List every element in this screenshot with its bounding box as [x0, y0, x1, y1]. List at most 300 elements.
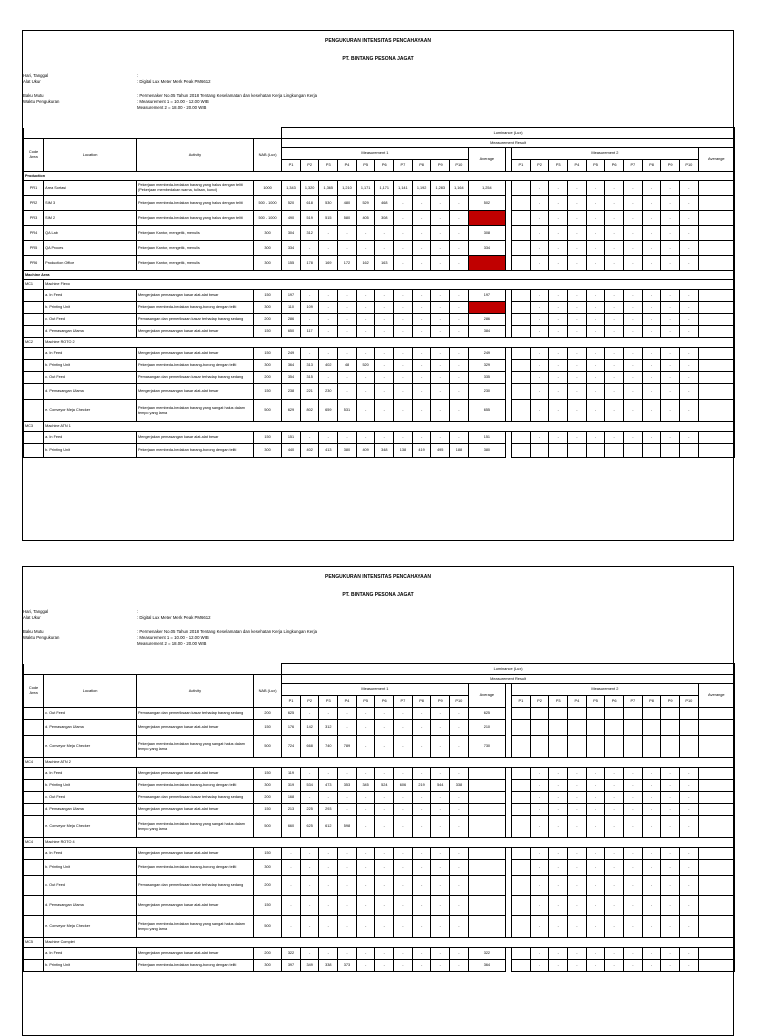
nab-header: NAB (Lux) [253, 139, 281, 172]
location-cell: Production Office [44, 256, 137, 271]
m1-value-cell: - [431, 948, 450, 960]
machine-name: Machine Complet [44, 938, 735, 948]
m1-value-cell: - [431, 804, 450, 816]
section-row [24, 271, 735, 280]
m1-value-cell: - [282, 876, 301, 896]
m1-value-cell: - [338, 896, 357, 916]
m1-value-cell: - [356, 960, 375, 972]
m2-value-cell: - [568, 916, 587, 938]
nab-cell: 150 [253, 384, 281, 400]
location-cell: a. In Feed [44, 432, 137, 444]
table-row [24, 768, 735, 780]
measurement-result-header: Measurement Result [282, 675, 735, 684]
m1-value-cell: - [412, 916, 431, 938]
m2-value-cell: - [568, 384, 587, 400]
activity-header: Activity [136, 139, 253, 172]
m2-value-cell [512, 432, 531, 444]
m2-value-cell: - [586, 848, 605, 860]
m1-value-cell: - [319, 848, 338, 860]
m2-value-cell: - [530, 290, 549, 302]
nab-cell: 300 [253, 780, 281, 792]
measurement-result-header: Measurement Result [282, 139, 735, 148]
m2-value-cell: - [530, 896, 549, 916]
m1-value-cell: 534 [300, 780, 319, 792]
m1-value-cell: - [431, 400, 450, 422]
company-name: PT. BINTANG PESONA JAGAT [342, 56, 414, 62]
m1-value-cell: - [356, 226, 375, 241]
m1-value-cell: - [319, 708, 338, 720]
m1-value-cell: - [338, 348, 357, 360]
m2-value-cell: - [568, 400, 587, 422]
m2-value-cell [661, 708, 680, 720]
table-row [24, 226, 735, 241]
m1-value-cell: - [431, 916, 450, 938]
m1-value-cell: - [375, 804, 394, 816]
m1-value-cell: - [394, 196, 413, 211]
m2-value-cell: - [568, 780, 587, 792]
lux-table-1 [23, 127, 735, 458]
point-header: P8 [642, 696, 661, 708]
m2-average-cell [698, 384, 734, 400]
machine-group-row [24, 422, 735, 432]
m2-value-cell: - [661, 916, 680, 938]
point-header: P9 [431, 696, 450, 708]
m2-value-cell: - [549, 916, 568, 938]
m1-value-cell: - [394, 348, 413, 360]
m2-value-cell: - [679, 768, 698, 780]
m2-value-cell: - [642, 876, 661, 896]
m1-value-cell: 1,164 [450, 181, 469, 196]
m1-value-cell: - [356, 916, 375, 938]
m1-value-cell: - [356, 290, 375, 302]
activity-cell: Pekerjaan Kantor, mengetik, menulis [136, 241, 253, 256]
m1-value-cell: - [450, 326, 469, 338]
m2-value-cell: - [605, 816, 624, 838]
m1-value-cell: - [412, 290, 431, 302]
m2-value-cell: - [642, 326, 661, 338]
point-header: P4 [568, 160, 587, 172]
m2-value-cell: - [642, 181, 661, 196]
m1-value-cell: - [394, 816, 413, 838]
field-label-tool: Alat Ukur [23, 615, 41, 620]
m1-value-cell: - [394, 211, 413, 226]
field-value-standard: : Permenaker No.05 Tahun 2018 Tentang Keselamatan dan kesehatan Kerja Lingkungan Kerja [137, 93, 317, 98]
nab-cell: 200 [253, 948, 281, 960]
m2-value-cell: - [605, 948, 624, 960]
m1-value-cell: - [356, 348, 375, 360]
m1-value-cell: - [375, 226, 394, 241]
m1-value-cell: - [450, 708, 469, 720]
activity-cell: Mengerjakan pemasangan kasar alat-alat besar [136, 384, 253, 400]
m2-value-cell: - [605, 372, 624, 384]
location-cell: e. Conveyor Meja Checker [44, 816, 137, 838]
code-cell: MC5 [24, 938, 44, 948]
m2-value-cell [512, 384, 531, 400]
header-blank [24, 664, 282, 675]
m2-value-cell: - [679, 400, 698, 422]
m1-value-cell: 168 [282, 792, 301, 804]
m1-value-cell: - [450, 848, 469, 860]
m1-value-cell: - [431, 848, 450, 860]
m2-value-cell: - [530, 226, 549, 241]
point-header: P2 [530, 160, 549, 172]
m2-value-cell: - [549, 302, 568, 314]
m2-value-cell: - [605, 916, 624, 938]
m2-average-cell [698, 708, 734, 720]
m2-value-cell: - [642, 211, 661, 226]
code-cell [24, 432, 44, 444]
average-cell: 625 [468, 708, 505, 720]
m1-value-cell: 334 [282, 241, 301, 256]
m1-value-cell: - [319, 860, 338, 876]
m1-value-cell: - [356, 860, 375, 876]
code-cell: PR4 [24, 226, 44, 241]
location-cell: a. In Feed [44, 768, 137, 780]
m1-value-cell: 529 [356, 196, 375, 211]
average-cell: 384 [468, 326, 505, 338]
m2-value-cell: - [624, 896, 643, 916]
point-header: P7 [394, 160, 413, 172]
activity-cell: Mengerjakan pemasangan kasar alat-alat besar [136, 432, 253, 444]
point-header: P6 [375, 160, 394, 172]
location-cell: b. Printing Unit [44, 360, 137, 372]
m1-value-cell: - [338, 804, 357, 816]
m2-value-cell: - [586, 372, 605, 384]
average-cell-flagged [468, 256, 505, 271]
m2-value-cell: - [661, 384, 680, 400]
m1-value-cell: - [282, 848, 301, 860]
m2-value-cell: - [586, 792, 605, 804]
average-cell: 197 [468, 290, 505, 302]
average-cell: 210 [468, 720, 505, 736]
m1-value-cell: 353 [338, 780, 357, 792]
m1-value-cell: - [450, 241, 469, 256]
m2-value-cell [624, 720, 643, 736]
code-cell [24, 948, 44, 960]
m2-value-cell [512, 256, 531, 271]
m2-value-cell: - [661, 302, 680, 314]
location-cell: c. Out Feed [44, 708, 137, 720]
m2-value-cell: - [624, 372, 643, 384]
m1-value-cell: - [431, 372, 450, 384]
company-name: PT. BINTANG PESONA JAGAT [342, 592, 414, 598]
m2-average-cell [698, 860, 734, 876]
m1-value-cell: - [300, 290, 319, 302]
m2-average-cell [698, 226, 734, 241]
m2-value-cell: - [530, 804, 549, 816]
m2-value-cell: - [661, 196, 680, 211]
m2-value-cell [679, 720, 698, 736]
m2-value-cell: - [530, 860, 549, 876]
m1-value-cell: - [412, 400, 431, 422]
m2-value-cell: - [568, 896, 587, 916]
m2-value-cell: - [586, 768, 605, 780]
m2-value-cell: - [586, 916, 605, 938]
activity-cell: Pekerjaan membeda-bedakan barang yang halus dengan teliti (Pekerjaan membedakan warna, tulisan, kunci) [136, 181, 253, 196]
m1-value-cell: 625 [300, 816, 319, 838]
m2-value-cell: - [679, 360, 698, 372]
m1-value-cell: 313 [300, 360, 319, 372]
m1-value-cell: - [412, 348, 431, 360]
m2-value-cell: - [661, 896, 680, 916]
m1-value-cell: 238 [282, 384, 301, 400]
m2-value-cell: - [586, 241, 605, 256]
point-header: P2 [300, 160, 319, 172]
m1-value-cell: - [319, 326, 338, 338]
table-row [24, 400, 735, 422]
m2-value-cell: - [679, 372, 698, 384]
nab-cell: 300 [253, 444, 281, 458]
m1-value-cell: - [375, 860, 394, 876]
m2-value-cell [642, 720, 661, 736]
m1-value-cell: - [450, 804, 469, 816]
m2-value-cell: - [679, 314, 698, 326]
m2-value-cell: - [642, 384, 661, 400]
average-cell: 1,254 [468, 181, 505, 196]
m1-value-cell: - [450, 816, 469, 838]
measurement2-header: Measurement 2 [512, 684, 699, 696]
average-cell: 249 [468, 348, 505, 360]
m2-value-cell [642, 736, 661, 758]
m2-value-cell [605, 708, 624, 720]
m2-average-cell [698, 444, 734, 458]
m1-value-cell: - [338, 372, 357, 384]
nab-cell: 500 [253, 816, 281, 838]
m2-value-cell: - [530, 432, 549, 444]
m2-value-cell: - [549, 384, 568, 400]
code-cell [24, 444, 44, 458]
m1-value-cell: - [356, 736, 375, 758]
m1-value-cell: - [356, 896, 375, 916]
m1-value-cell: 188 [450, 444, 469, 458]
m1-value-cell: 163 [375, 256, 394, 271]
m2-average-cell [698, 432, 734, 444]
point-header: P6 [605, 696, 624, 708]
location-cell: e. Conveyor Meja Checker [44, 736, 137, 758]
m1-value-cell: - [431, 860, 450, 876]
m2-value-cell: - [568, 960, 587, 972]
average-cell [468, 916, 505, 938]
luminance-header: Luminance (Lux) [282, 664, 735, 675]
location-cell: a. In Feed [44, 290, 137, 302]
m2-average-cell [698, 348, 734, 360]
m2-value-cell [512, 181, 531, 196]
m1-value-cell: - [300, 860, 319, 876]
m1-value-cell: - [431, 720, 450, 736]
location-cell: d. Pemasangan Ulama [44, 896, 137, 916]
m1-value-cell: 138 [394, 444, 413, 458]
m1-value-cell: 629 [282, 400, 301, 422]
table-row [24, 720, 735, 736]
m1-value-cell: - [300, 876, 319, 896]
m1-value-cell: - [450, 372, 469, 384]
m1-value-cell: - [356, 816, 375, 838]
m2-value-cell: - [642, 948, 661, 960]
m2-average-cell [698, 290, 734, 302]
location-cell: c. Out Feed [44, 876, 137, 896]
m2-average-cell [698, 181, 734, 196]
m2-value-cell: - [586, 226, 605, 241]
m1-value-cell: 225 [300, 804, 319, 816]
point-header: P10 [450, 160, 469, 172]
field-label-standard: Baku Mutu [23, 93, 44, 98]
m2-value-cell: - [624, 792, 643, 804]
m2-value-cell: - [530, 780, 549, 792]
m1-value-cell: - [375, 326, 394, 338]
m1-value-cell: - [356, 314, 375, 326]
m1-value-cell: - [338, 326, 357, 338]
m1-value-cell: - [394, 720, 413, 736]
location-cell: SIM 2 [44, 211, 137, 226]
m1-value-cell: 515 [319, 211, 338, 226]
m1-value-cell: 319 [282, 780, 301, 792]
m2-value-cell: - [661, 256, 680, 271]
nab-cell: 150 [253, 848, 281, 860]
m2-value-cell: - [679, 916, 698, 938]
m1-value-cell: - [356, 384, 375, 400]
m2-value-cell: - [586, 400, 605, 422]
m2-value-cell: - [642, 400, 661, 422]
m1-value-cell: - [356, 326, 375, 338]
m1-value-cell: 155 [282, 256, 301, 271]
m2-value-cell: - [679, 196, 698, 211]
m1-value-cell: - [412, 816, 431, 838]
m2-value-cell [568, 736, 587, 758]
m1-value-cell: - [394, 302, 413, 314]
m2-value-cell: - [605, 181, 624, 196]
activity-cell: Mengerjakan pemasangan kasar alat-alat besar [136, 896, 253, 916]
m1-value-cell: 650 [282, 326, 301, 338]
m2-value-cell: - [549, 241, 568, 256]
m1-value-cell: - [412, 960, 431, 972]
m2-value-cell: - [605, 432, 624, 444]
m2-average-cell [698, 896, 734, 916]
m1-value-cell: - [412, 314, 431, 326]
m2-value-cell: - [568, 226, 587, 241]
average-cell [468, 768, 505, 780]
m1-value-cell: - [431, 736, 450, 758]
m2-value-cell: - [624, 348, 643, 360]
m1-value-cell: - [319, 314, 338, 326]
header-blank [24, 128, 282, 139]
m2-value-cell: - [679, 326, 698, 338]
m2-value-cell: - [605, 384, 624, 400]
activity-cell: Pekerjaan membeda-bedakan barang-borong dengan teliti [136, 780, 253, 792]
m1-value-cell: 405 [356, 211, 375, 226]
field-value-date: : [137, 609, 139, 614]
m2-value-cell [605, 736, 624, 758]
m1-value-cell: 659 [319, 400, 338, 422]
nab-cell: 300 [253, 241, 281, 256]
m1-value-cell: 413 [319, 444, 338, 458]
m2-value-cell: - [661, 960, 680, 972]
m2-value-cell: - [605, 400, 624, 422]
m1-value-cell: - [450, 860, 469, 876]
machine-name: Machine ROTO 2 [44, 338, 735, 348]
m2-value-cell: - [549, 348, 568, 360]
activity-cell: Mengerjakan pemasangan kasar alat-alat besar [136, 768, 253, 780]
section-label: Production [24, 172, 735, 181]
m1-value-cell: 1,320 [300, 181, 319, 196]
m1-value-cell: - [319, 948, 338, 960]
m1-value-cell: - [356, 241, 375, 256]
m1-value-cell: 1,343 [282, 181, 301, 196]
m1-value-cell: 520 [356, 360, 375, 372]
average-cell: 730 [468, 736, 505, 758]
point-header: P1 [282, 696, 301, 708]
m2-value-cell: - [530, 400, 549, 422]
m2-value-cell: - [530, 241, 549, 256]
m2-value-cell: - [549, 181, 568, 196]
header-row-2 [24, 675, 735, 684]
average-cell-flagged [468, 302, 505, 314]
m2-value-cell: - [605, 326, 624, 338]
activity-cell: Mengerjakan pemasangan kasar alat-alat besar [136, 804, 253, 816]
m2-value-cell: - [605, 302, 624, 314]
m1-value-cell: - [300, 348, 319, 360]
m1-value-cell: - [338, 768, 357, 780]
location-cell: SIM 3 [44, 196, 137, 211]
m1-value-cell: - [375, 768, 394, 780]
code-cell [24, 348, 44, 360]
m1-value-cell: - [300, 848, 319, 860]
m2-value-cell: - [642, 241, 661, 256]
m2-value-cell [661, 720, 680, 736]
m2-value-cell: - [605, 348, 624, 360]
machine-group-row [24, 280, 735, 290]
m2-value-cell: - [530, 948, 549, 960]
point-header: P8 [412, 160, 431, 172]
location-cell: c. Out Feed [44, 792, 137, 804]
m2-value-cell: - [605, 314, 624, 326]
m1-value-cell: - [375, 848, 394, 860]
m1-value-cell: 162 [356, 256, 375, 271]
m2-value-cell: - [642, 768, 661, 780]
m1-value-cell: - [319, 302, 338, 314]
m1-value-cell: - [450, 290, 469, 302]
m1-value-cell: - [450, 896, 469, 916]
m1-value-cell: - [394, 736, 413, 758]
m2-value-cell: - [661, 848, 680, 860]
activity-cell: Pekerjaan membeda-bedakan barang yang sangat halus dalam tempo yang lama [136, 816, 253, 838]
m2-value-cell [624, 708, 643, 720]
m1-value-cell: - [412, 326, 431, 338]
m1-value-cell: - [431, 196, 450, 211]
field-label-standard: Baku Mutu [23, 629, 44, 634]
m2-value-cell: - [679, 211, 698, 226]
m2-value-cell: - [549, 400, 568, 422]
m2-average-cell [698, 720, 734, 736]
field-label-tool: Alat Ukur [23, 79, 41, 84]
m2-value-cell [624, 736, 643, 758]
m2-value-cell: - [661, 768, 680, 780]
location-cell: e. Conveyor Meja Checker [44, 400, 137, 422]
m2-value-cell: - [679, 302, 698, 314]
m2-value-cell: - [549, 816, 568, 838]
code-cell [24, 720, 44, 736]
m2-value-cell: - [549, 848, 568, 860]
average-cell [468, 816, 505, 838]
m1-value-cell: 1,283 [431, 181, 450, 196]
m2-value-cell: - [530, 384, 549, 400]
m1-value-cell: - [450, 302, 469, 314]
m1-value-cell: - [375, 432, 394, 444]
point-header: P7 [394, 696, 413, 708]
m1-value-cell: - [450, 226, 469, 241]
m1-value-cell: - [356, 432, 375, 444]
m2-value-cell [624, 444, 643, 458]
m1-value-cell: 197 [282, 290, 301, 302]
